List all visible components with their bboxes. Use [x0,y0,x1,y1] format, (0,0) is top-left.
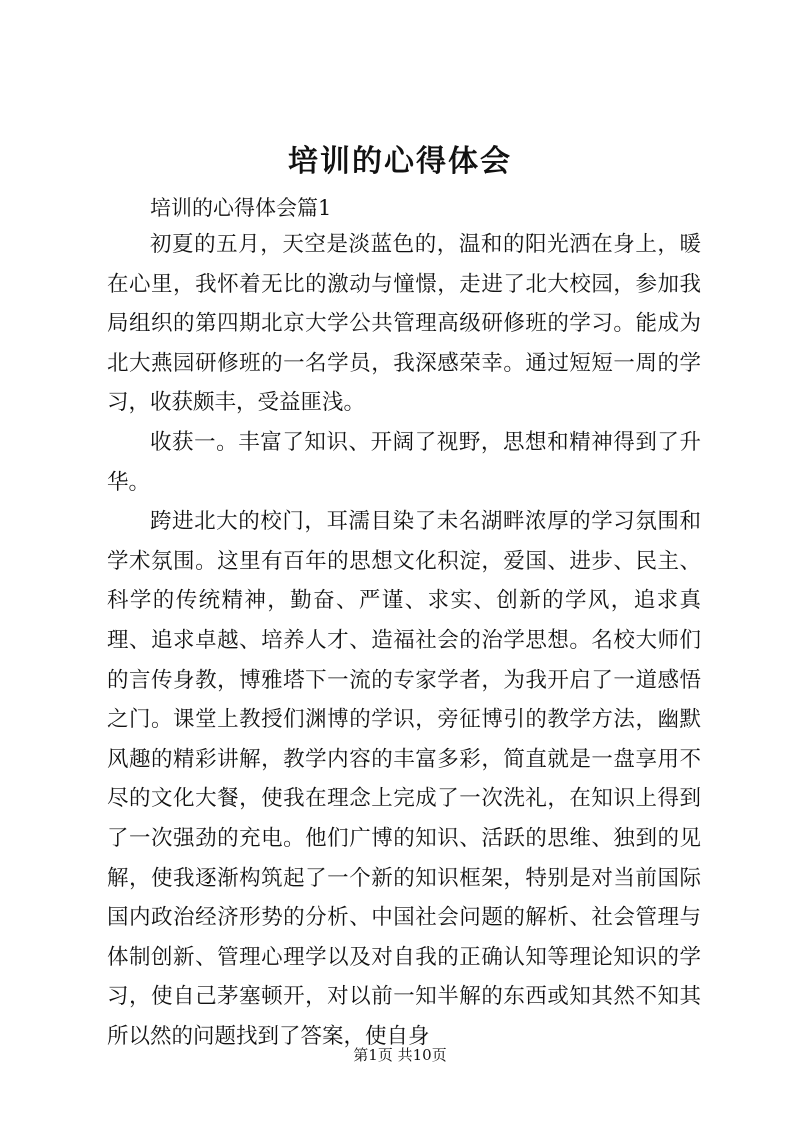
paragraph-intro: 初夏的五月，天空是淡蓝色的，温和的阳光洒在身上，暖在心里，我怀着无比的激动与憧憬，走进了北大校园，参加我局组织的第四期北京大学公共管理高级研修班的学习。能成为北大燕园研修班的一名学员，我深感荣幸。通过短短一周的学习，收获颇丰，受益匪浅。 [107,232,701,416]
body-text [107,225,701,1056]
page-title: 培训的心得体会 [288,144,512,179]
page-footer: 第1页 共10页 [353,1046,447,1064]
paragraph-harvest-one: 收获一。丰富了知识、开阔了视野，思想和精神得到了升华。 [107,429,701,495]
section-heading: 培训的心得体会篇1 [150,196,332,220]
paragraph-campus: 跨进北大的校门，耳濡目染了未名湖畔浓厚的学习氛围和学术氛围。这里有百年的思想文化积淀，爱国、进步、民主、科学的传统精神，勤奋、严谨、求实、创新的学风，追求真理、追求卓越、培养人才、造福社会的治学思想。名校大师们的言传身教，博雅塔下一流的专家学者，为我开启了一道感悟之门。课堂上教授们渊博的学识，旁征博引的教学方法，幽默风趣的精彩讲解，教学内容的丰富多彩，简直就是一盘享用不尽的文化大餐，使我在理念上完成了一次洗礼，在知识上得到了一次强劲的充电。他们广博的知识、活跃的思维、独到的见解，使我逐渐构筑起了一个新的知识框架，特别是对当前国际国内政治经济形势的分析、中国社会问题的解析、社会管理与体制创新、管理心理学以及对自我的正确认知等理论知识的学习，使自己茅塞顿开，对以前一知半解的东西或知其然不知其所以然的问题找到了答案，使自身 [107,509,701,1049]
